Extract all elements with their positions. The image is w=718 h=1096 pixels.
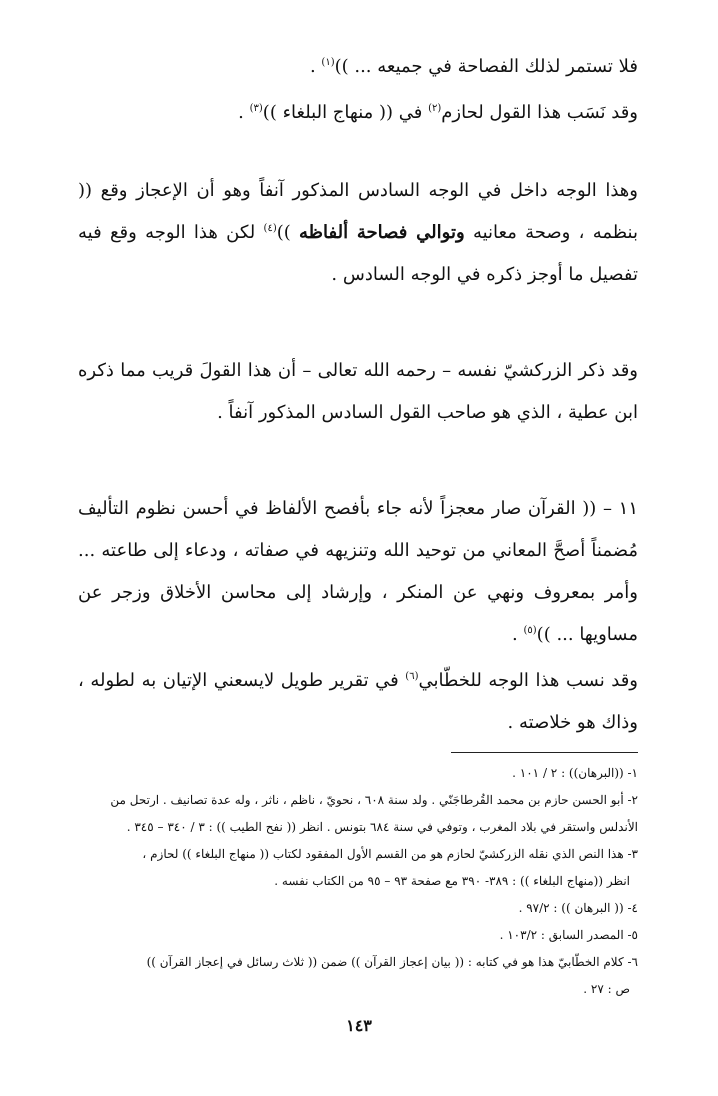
paragraph-3-bold-phrase: وتوالي فصاحة ألفاظه [299,222,465,243]
footnote-ref-5: (٥) [523,625,537,636]
footnote-ref-4: (٤) [263,223,277,234]
paragraph-5 [78,488,638,656]
footnote-6: ٦- كلام الخطّابيّ هذا هو في كتابه : (( بيان إعجاز القرآن )) ضمن (( ثلاث رسائل في إعجاز القرآن )) [146,955,638,969]
paragraph-3-text-b: )) [276,222,300,243]
paragraph-3-text-a: وهذا الوجه داخل في الوجه السادس المذكور آنفاً وهو أن الإعجاز وقع (( بنظمه ، وصحة معانيه [78,180,638,243]
paragraph-2 [78,92,638,134]
footnotes [78,760,638,1003]
paragraph-5-tail: . [512,624,524,645]
footnote-3-continuation: انظر ((منهاج البلغاء )) : ٣٨٩- ٣٩٠ مع صفحة ٩٣ – ٩٥ من الكتاب نفسه . [274,874,630,888]
footnote-ref-6: (٦) [405,671,419,682]
footnote-4: ٤- (( البرهان )) : ٩٧/٢ . [518,901,638,915]
paragraph-1-tail: . [309,56,322,77]
paragraph-2-text-a: وقد نَسَب هذا القول لحازم [441,102,638,123]
footnote-ref-1: (١) [321,57,335,68]
paragraph-1-text: فلا تستمر لذلك الفصاحة في جميعه ... )) [334,56,638,77]
footnote-3: ٣- هذا النص الذي نقله الزركشيّ لحازم هو من القسم الأول المفقود لكتاب (( منهاج البلغاء )) لحازم ، [142,847,638,861]
footnote-6-continuation: ص : ٢٧ . [583,982,630,996]
paragraph-2-tail: . [238,102,250,123]
footnote-2: ٢- أبو الحسن حازم بن محمد القُرطاجَنّي . ولد سنة ٦٠٨ ، نحويّ ، ناظم ، ناثر ، وله عدة تصانيف . ارتحل من الأندلس واستقر في بلاد المغرب ، وتوفي في سنة ٦٨٤ بتونس . انظر (( نفح الطيب )) : ٣ / ٣٤٠ – ٣٤٥ . [110,793,638,834]
footnote-5: ٥- المصدر السابق : ١٠٣/٢ . [499,928,638,942]
paragraph-1 [78,46,638,88]
footnote-ref-2: (٢) [428,103,442,114]
paragraph-2-text-b: في (( منهاج البلغاء )) [262,102,429,123]
page-number: ١٤٣ [346,1016,372,1035]
paragraph-6 [78,660,638,744]
main-text [78,46,638,744]
paragraph-5-text: ١١ – (( القرآن صار معجزاً لأنه جاء بأفصح الألفاظ في أحسن نظوم التأليف مُضمناً أصحَّ المعاني من توحيد الله وتنزيهه في صفاته ، ودعاء إلى طاعته ... وأمر بمعروف ونهي عن المنكر ، وإرشاد إلى محاسن الأخلاق وزجر عن مساويها ... )) [78,498,638,645]
paragraph-6-text-a: وقد نسب هذا الوجه للخطّابي [418,670,639,691]
paragraph-6-text-b: في تقرير طويل لايسعني الإتيان به لطوله ، وذاك هو خلاصته . [78,670,638,733]
footnote-1: ١- ((البرهان)) : ٢ / ١٠١ . [512,766,638,780]
footnote-separator [451,752,638,753]
paragraph-4: وقد ذكر الزركشيّ نفسه – رحمه الله تعالى – أن هذا القولَ قريب مما ذكره ابن عطية ، الذي هو صاحب القول السادس المذكور آنفاً . [78,360,638,423]
paragraph-3-text-c: لكن هذا الوجه وقع فيه تفصيل ما أوجز ذكره في الوجه السادس . [78,222,638,285]
footnote-ref-3: (٣) [249,103,263,114]
paragraph-3 [78,170,638,296]
